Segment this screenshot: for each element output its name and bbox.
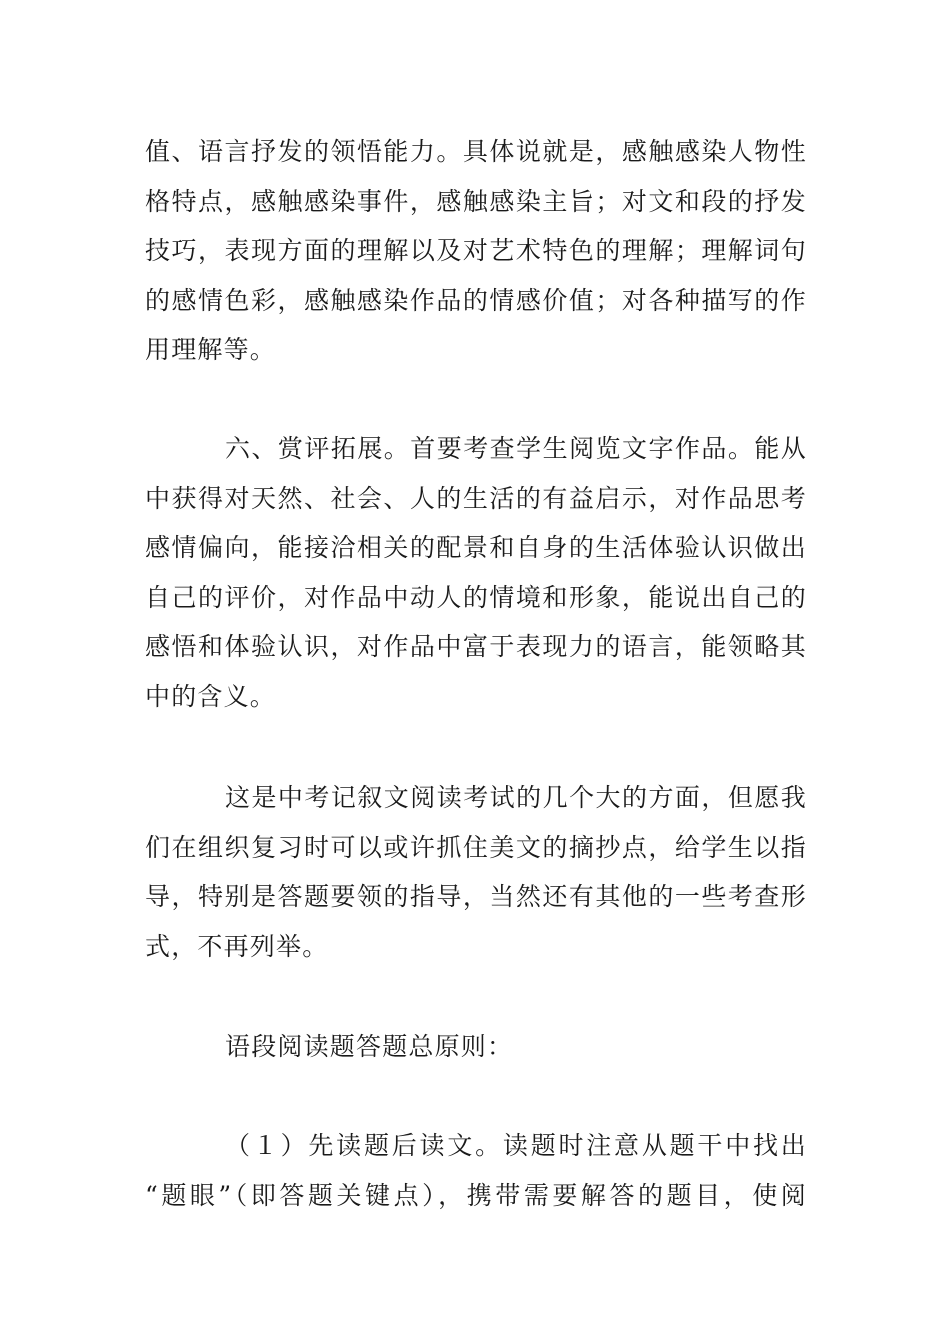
text-line: 感情偏向，能接洽相关的配景和自身的生活体验认识做出 <box>145 533 807 562</box>
text-line: 式，不再列举。 <box>145 931 329 961</box>
text-line: 们在组织复习时可以或许抓住美文的摘抄点，给学生以指 <box>145 832 807 862</box>
paragraph-summary <box>145 773 807 971</box>
text-line: 这是中考记叙文阅读考试的几个大的方面，但愿我 <box>225 783 807 812</box>
text-line: 的感情色彩，感触感染作品的情感价值；对各种描写的作 <box>145 285 807 315</box>
text-line: （１）先读题后读文。读题时注意从题干中找出 <box>225 1131 807 1160</box>
text-line: 格特点，感触感染事件，感触感染主旨；对文和段的抒发 <box>145 186 807 216</box>
paragraph-comprehension-continued <box>145 127 807 375</box>
text-line: “题眼”（即答题关键点），携带需要解答的题目，使阅 <box>145 1180 807 1210</box>
text-line: 六、赏评拓展。首要考查学生阅览文字作品。能从 <box>225 434 807 463</box>
paragraph-principle-one <box>145 1121 807 1220</box>
text-line: 用理解等。 <box>145 335 277 364</box>
text-line: 感悟和体验认识，对作品中富于表现力的语言，能领略其 <box>145 632 807 661</box>
text-line: 自己的评价，对作品中动人的情境和形象，能说出自己的 <box>145 582 807 612</box>
text-line: 技巧，表现方面的理解以及对艺术特色的理解；理解词句 <box>145 236 807 265</box>
text-line: 值、语言抒发的领悟能力。具体说就是，感触感染人物性 <box>145 137 807 166</box>
text-line: 中获得对天然、社会、人的生活的有益启示，对作品思考 <box>145 483 807 513</box>
text-line: 中的含义。 <box>145 681 277 711</box>
section-heading-principles <box>145 1022 807 1072</box>
text-line: 导，特别是答题要领的指导，当然还有其他的一些考查形 <box>145 882 807 911</box>
text-line: 语段阅读题答题总原则： <box>225 1032 514 1061</box>
paragraph-appreciation-extension <box>145 424 807 721</box>
